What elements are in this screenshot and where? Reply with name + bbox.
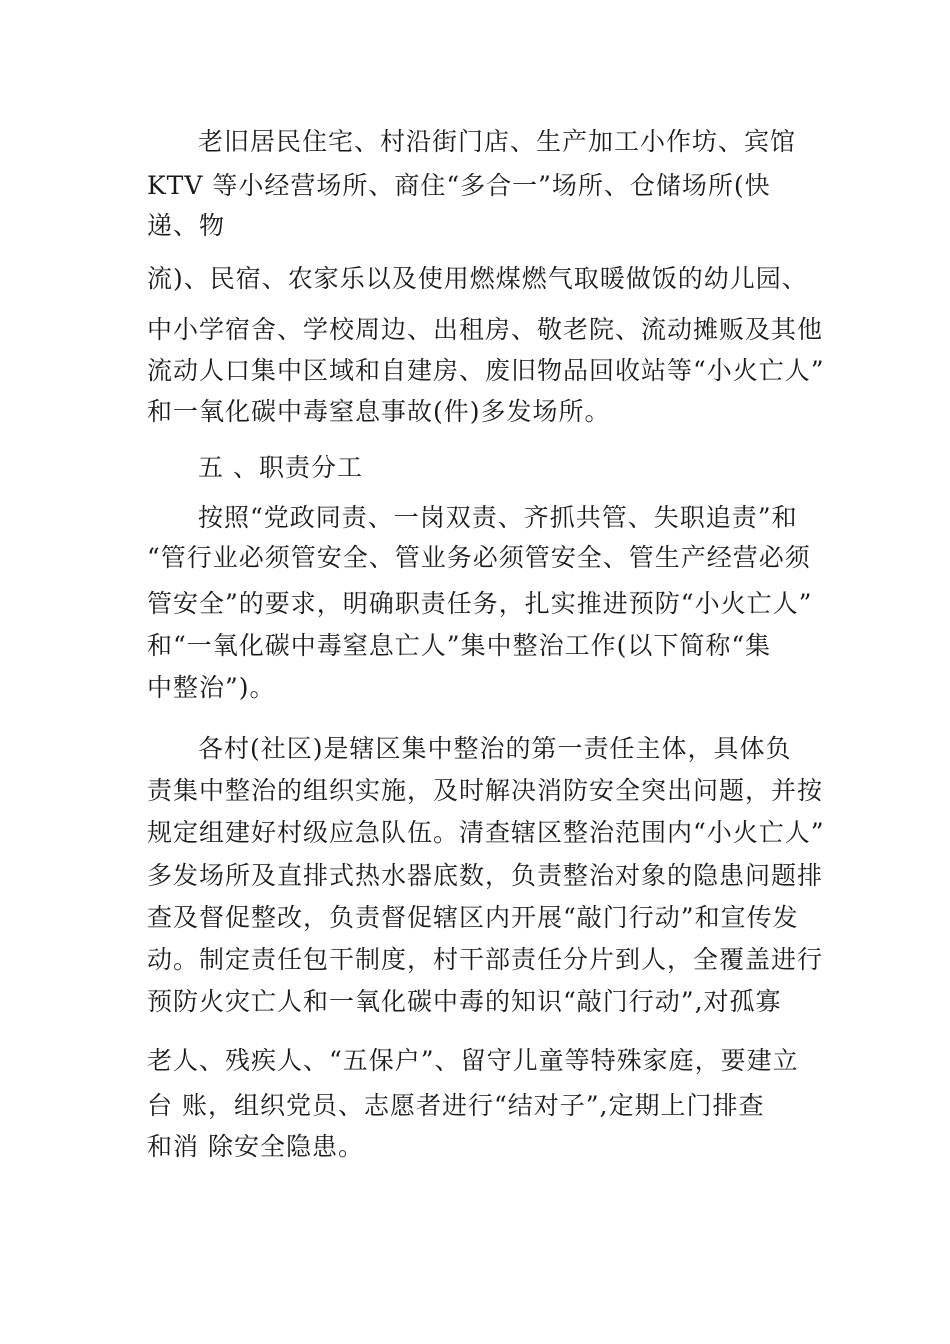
text-line: 和“一氧化碳中毒窒息亡人”集中整治工作(以下简称“集 bbox=[147, 631, 772, 660]
text-line: 动。制定责任包干制度，村干部责任分片到人，全覆盖进行 bbox=[147, 945, 824, 974]
text-line: 老人、残疾人、“五保户”、留守儿童等特殊家庭，要建立 bbox=[147, 1046, 799, 1075]
text-line: 台 账，组织党员、志愿者进行“结对子”,定期上门排查 bbox=[147, 1091, 765, 1120]
text-line: 责集中整治的组织实施，及时解决消防安全突出问题，并按 bbox=[147, 776, 824, 805]
text-line: 查及督促整改，负责督促辖区内开展“敲门行动”和宣传发 bbox=[147, 903, 799, 932]
text-line: “管行业必须管安全、管业务必须管安全、管生产经营必须 bbox=[147, 543, 811, 572]
section-heading: 五 、职责分工 bbox=[198, 453, 363, 482]
text-line: 和一氧化碳中毒窒息事故(件)多发场所。 bbox=[147, 397, 611, 426]
text-line: 递、物 bbox=[147, 211, 226, 240]
text-line: 多发场所及直排式热水器底数，负责整治对象的隐患问题排 bbox=[147, 861, 824, 890]
text-line: 中整治”)。 bbox=[147, 673, 276, 702]
text-line: 预防火灾亡人和一氧化碳中毒的知识“敲门行动”,对孤寡 bbox=[147, 987, 782, 1016]
text-line: 中小学宿舍、学校周边、出租房、敬老院、流动摊贩及其他 bbox=[147, 315, 824, 344]
text-line: KTV 等小经营场所、商住“多合一”场所、仓储场所(快 bbox=[147, 171, 771, 200]
text-line: 按照“党政同责、一岗双责、齐抓共管、失职追责”和 bbox=[198, 503, 798, 532]
text-line: 流)、民宿、农家乐以及使用燃煤燃气取暖做饭的幼儿园、 bbox=[147, 264, 808, 293]
text-line: 老旧居民住宅、村沿街门店、生产加工小作坊、宾馆 bbox=[198, 127, 797, 156]
text-line: 和消 除安全隐患。 bbox=[147, 1132, 364, 1161]
text-line: 各村(社区)是辖区集中整治的第一责任主体，具体负 bbox=[198, 734, 792, 763]
text-line: 流动人口集中区域和自建房、废旧物品回收站等“小火亡人” bbox=[147, 356, 825, 385]
text-line: 规定组建好村级应急队伍。清查辖区整治范围内“小火亡人” bbox=[147, 818, 825, 847]
text-line: 管安全”的要求，明确职责任务，扎实推进预防“小火亡人” bbox=[147, 589, 813, 618]
